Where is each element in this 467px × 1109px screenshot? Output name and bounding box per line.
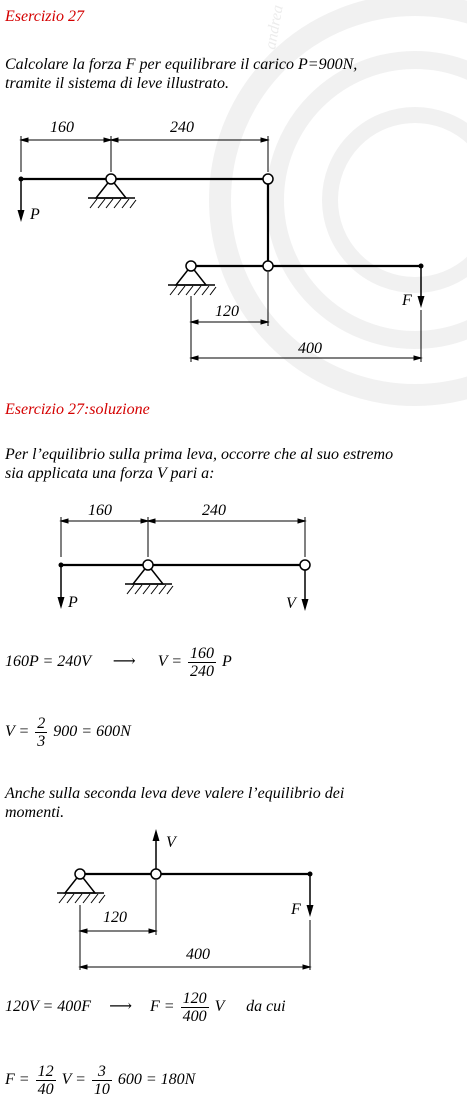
eq1-fraction (188, 645, 216, 680)
eq3-fraction (181, 990, 209, 1025)
arrow-icon: ⟶ (109, 998, 132, 1016)
joint-upper (263, 174, 273, 184)
exercise-title: Esercizio 27 (5, 8, 84, 25)
second-lever-statement (5, 784, 467, 822)
eq3-lhs: 120V = 400F (5, 998, 92, 1016)
problem-line-2: tramite il sistema di leve illustrato. (5, 75, 229, 92)
eq1-lhs: 160P = 240V (5, 653, 91, 671)
dim-240: 240 (170, 119, 194, 136)
eq2-lhs: V = (5, 723, 30, 741)
dim-400: 400 (298, 340, 322, 357)
end-joint (300, 560, 310, 570)
dim-160: 160 (50, 119, 74, 136)
eq1-rhs-right: P (221, 653, 232, 671)
center-joint (151, 869, 161, 879)
solution-line-1: Per l’equilibrio sulla prima leva, occorre che al suo estremo (5, 446, 394, 463)
eq1-num: 160 (189, 645, 214, 662)
eq4-den1: 40 (37, 1081, 54, 1098)
eq4-num1: 12 (37, 1063, 54, 1080)
joint-lower (263, 261, 273, 271)
equation-2 (5, 715, 131, 750)
dim-160: 160 (88, 502, 112, 519)
eq3-tail: da cui (246, 998, 286, 1016)
eq4-num2: 3 (92, 1063, 112, 1081)
label-V: V (166, 834, 176, 851)
eq2-num: 2 (37, 715, 46, 732)
eq1-rhs-left: V = (157, 653, 182, 671)
eq2-den: 3 (37, 733, 46, 750)
lever-system-diagram (0, 110, 467, 370)
equation-3 (5, 990, 286, 1025)
second-line-1: Anche sulla seconda leva deve valere l’equilibrio dei (5, 785, 345, 802)
eq4-mid: V = (61, 1071, 86, 1089)
first-lever-diagram (0, 495, 467, 620)
equation-4 (5, 1063, 195, 1098)
solution-statement (5, 445, 467, 483)
label-F: F (402, 292, 412, 309)
solution-line-2: sia applicata una forza V pari a: (5, 465, 215, 482)
arrow-icon: ⟶ (112, 653, 136, 671)
eq3-rhs-left: F = (150, 998, 175, 1016)
eq4-fraction-2 (92, 1063, 112, 1098)
second-line-2: momenti. (5, 804, 65, 821)
dim-120: 120 (215, 303, 239, 320)
eq4-den2: 10 (93, 1081, 110, 1098)
eq4-rhs: 600 = 180N (117, 1071, 196, 1089)
eq3-rhs-right: V (214, 998, 225, 1016)
label-P: P (30, 206, 40, 223)
problem-line-1: Calcolare la forza F per equilibrare il carico P=900N, (5, 56, 358, 73)
eq4-fraction-1 (36, 1063, 56, 1098)
dim-120: 120 (103, 909, 127, 926)
dim-400: 400 (186, 946, 210, 963)
eq4-lhs: F = (5, 1071, 30, 1089)
watermark-text: andrea (262, 3, 287, 51)
equation-1 (5, 645, 232, 680)
eq2-rhs: 900 = 600N (53, 723, 131, 741)
eq2-fraction (35, 715, 47, 750)
eq3-num: 120 (182, 990, 207, 1007)
dim-240: 240 (202, 502, 226, 519)
label-P: P (68, 594, 78, 611)
eq1-den: 240 (189, 663, 214, 680)
solution-title: Esercizio 27:soluzione (5, 401, 150, 418)
eq3-den: 400 (182, 1008, 207, 1025)
label-F: F (291, 901, 301, 918)
label-V: V (286, 595, 296, 612)
problem-statement (5, 55, 467, 93)
second-lever-diagram (0, 825, 467, 975)
